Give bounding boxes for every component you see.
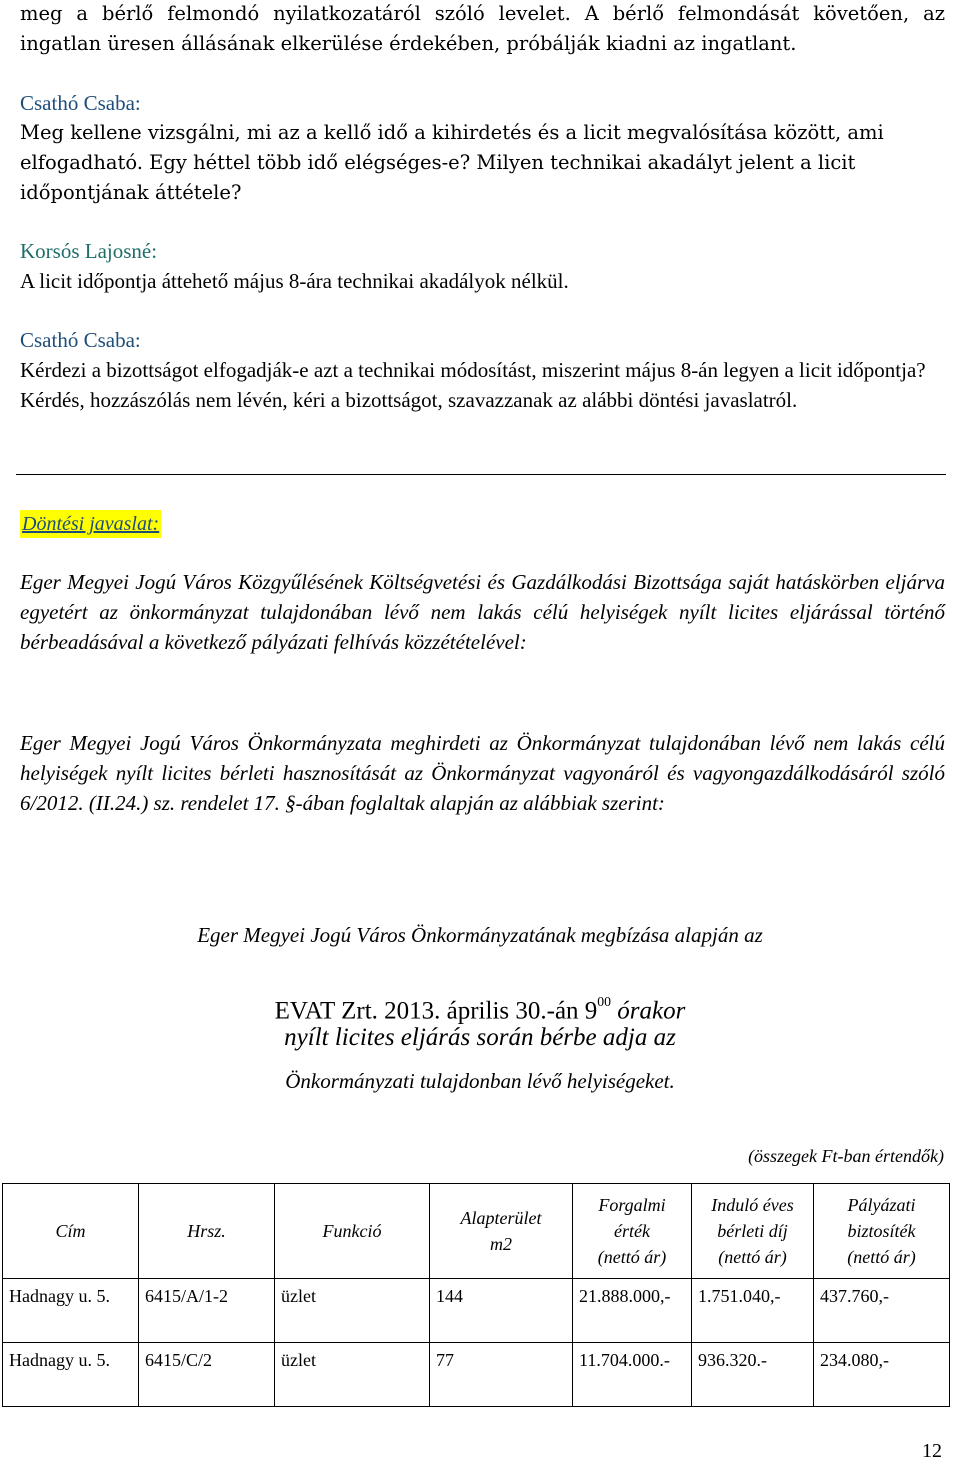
cell-hrsz: 6415/A/1-2 xyxy=(139,1279,275,1343)
header-forgalmi xyxy=(573,1184,692,1279)
table-header-row xyxy=(3,1184,950,1279)
cell-alapterulet: 77 xyxy=(430,1343,573,1407)
header-text: bérleti díj xyxy=(717,1221,788,1241)
speaker-text: Kérdés, hozzászólás nem lévén, kéri a bizottságot, szavazzanak az alábbi döntési javaslatról. xyxy=(20,388,798,412)
header-text: biztosíték xyxy=(847,1221,916,1241)
cell-palyazati: 234.080,- xyxy=(814,1343,950,1407)
cell-palyazati: 437.760,- xyxy=(814,1279,950,1343)
header-palyazati xyxy=(814,1184,950,1279)
header-hrsz: Hrsz. xyxy=(139,1184,275,1279)
speaker-name: Csathó Csaba: xyxy=(20,328,141,352)
speaker-name: Korsós Lajosné: xyxy=(20,239,158,263)
cell-alapterulet: 144 xyxy=(430,1279,573,1343)
cell-forgalmi: 21.888.000,- xyxy=(573,1279,692,1343)
speaker-block-3 xyxy=(20,325,945,415)
speaker-name: Csathó Csaba: xyxy=(20,91,141,115)
speaker-text: Meg kellene vizsgálni, mi az a kellő idő a kihirdetés és a licit megvalósítása között, ami elfogadható. Egy héttel több idő elégséges-e? Milyen technikai akadályt jelent a licit időpontjának áttétele? xyxy=(20,121,884,204)
intro-paragraph: meg a bérlő felmondó nyilatkozatáról szóló levelet. A bérlő felmondását követően, az ingatlan üresen állásának elkerülése érdekében, próbálják kiadni az ingatlant. xyxy=(20,2,945,55)
decision-heading: Döntési javaslat: xyxy=(20,510,161,538)
notice-line-1: Eger Megyei Jogú Város Önkormányzatának megbízása alapján az xyxy=(197,923,763,947)
decision-paragraph-2: Eger Megyei Jogú Város Önkormányzata meghirdeti az Önkormányzat tulajdonában lévő nem lakás célú helyiségek nyílt licites bérleti hasznosítását az Önkormányzat vagyonáról és vagyongazdálkodásáról szóló 6/2012. (II.24.) sz. rendelet 17. §-ában foglaltak alapján az alábbiak szerint: xyxy=(20,731,945,815)
decision-paragraph-1: Eger Megyei Jogú Város Közgyűlésének Költségvetési és Gazdálkodási Bizottsága saját hatáskörben eljárva egyetért az önkormányzat tulajdonában lévő nem lakás célú helyiségek nyílt licites eljárással történő bérbeadásával a következő pályázati felhívás közzétételével: xyxy=(20,570,945,654)
cell-cim: Hadnagy u. 5. xyxy=(3,1279,139,1343)
cell-funkcio: üzlet xyxy=(275,1279,430,1343)
notice-time-suffix: órakor xyxy=(611,997,686,1025)
cell-indulo: 936.320.- xyxy=(692,1343,814,1407)
notice-line-3: nyílt licites eljárás során bérbe adja az xyxy=(284,1024,676,1051)
property-table xyxy=(2,1183,950,1407)
header-text: Induló éves xyxy=(711,1195,794,1215)
section-divider xyxy=(16,474,946,475)
header-text: Alapterület xyxy=(460,1208,542,1228)
speaker-block-2 xyxy=(20,236,945,296)
header-text: (nettó ár) xyxy=(718,1247,787,1267)
table-row xyxy=(3,1279,950,1343)
header-cim: Cím xyxy=(3,1184,139,1279)
page-number: 12 xyxy=(922,1440,942,1462)
header-text: érték xyxy=(614,1221,650,1241)
header-text: Forgalmi xyxy=(598,1195,666,1215)
cell-funkcio: üzlet xyxy=(275,1343,430,1407)
header-text: Pályázati xyxy=(847,1195,916,1215)
header-alapterulet xyxy=(430,1184,573,1279)
header-text: (nettó ár) xyxy=(597,1247,667,1267)
speaker-text: A licit időpontja áttehető május 8-ára technikai akadályok nélkül. xyxy=(20,269,569,293)
table-row xyxy=(3,1343,950,1407)
cell-indulo: 1.751.040,- xyxy=(692,1279,814,1343)
header-indulo xyxy=(692,1184,814,1279)
speaker-text: Kérdezi a bizottságot elfogadják-e azt a technikai módosítást, miszerint május 8-án legyen a licit időpontja? xyxy=(20,358,926,382)
header-text: (nettó ár) xyxy=(847,1247,916,1267)
cell-cim: Hadnagy u. 5. xyxy=(3,1343,139,1407)
notice-line-4: Önkormányzati tulajdonban lévő helyiségeket. xyxy=(285,1069,675,1093)
cell-forgalmi: 11.704.000.- xyxy=(573,1343,692,1407)
speaker-block-1 xyxy=(20,88,945,208)
header-funkcio: Funkció xyxy=(275,1184,430,1279)
header-text: m2 xyxy=(490,1234,512,1254)
notice-time-superscript: 00 xyxy=(597,994,612,1009)
notice-date: EVAT Zrt. 2013. április 30.-án 9 xyxy=(274,997,598,1025)
amount-note: (összegek Ft-ban értendők) xyxy=(748,1146,944,1166)
cell-hrsz: 6415/C/2 xyxy=(139,1343,275,1407)
